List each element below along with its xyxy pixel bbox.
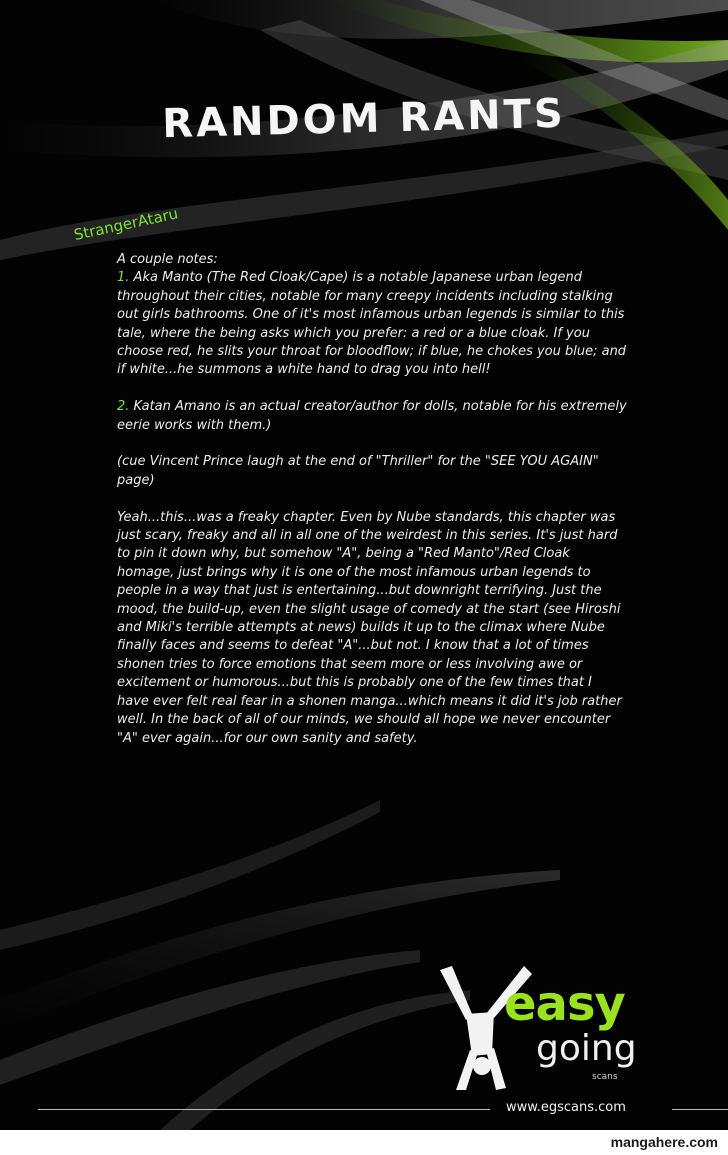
note-number-1: 1. [117, 270, 130, 286]
logo-going-text: going [536, 1028, 637, 1069]
cue-paragraph: (cue Vincent Prince laugh at the end of "Thriller" for the "SEE YOU AGAIN" page) [117, 454, 599, 488]
watermark-text: mangahere.com [610, 1134, 718, 1150]
rant-text-block [117, 251, 627, 766]
note-text-1: Aka Manto (The Red Cloak/Cape) is a notable Japanese urban legend throughout their cities, notable for many creepy incidents including stalking out girls bathrooms. One of it's most infamous urban legends is similar to this tale, where the being asks which you prefer: a red or a blue cloak. If you choose red, he slits your throat for bloodflow; if blue, he chokes you blue; and if white...he summons a white hand to drag you into hell! [117, 270, 627, 378]
notes-paragraph [117, 251, 627, 380]
logo-easy-text: easy [504, 976, 625, 1032]
body-paragraph: Yeah...this...was a freaky chapter. Even by Nube standards, this chapter was just scary, freaky and all in all one of the weirdest in this series. It's just hard to pin it down why, but somehow "A", being a "Red Manto"/Red Cloak homage, just brings why it is one of the most infamous urban legends to people in a way that just is entertaining...but downright terrifying. Just the mood, the build-up, even the slight usage of comedy at the start (see Hiroshi and Miki's terrible attempts at news) builds it up to the climax where Nube finally faces and seems to defeat "A"...but not. I know that a lot of times shonen tries to force emotions that seem more or less involving awe or excitement or humorous...but this is probably one of the few times that I have ever felt real fear in a shonen manga...which means it did it's job rather well. In the back of all of our minds, we should all hope we never encounter "A" ever again...for our own sanity and safety. [117, 509, 622, 746]
watermark-bar [0, 1130, 728, 1155]
note-text-2: Katan Amano is an actual creator/author for dolls, notable for his extremely eerie works with them.) [117, 399, 627, 433]
site-url: www.egscans.com [506, 1100, 626, 1115]
note-paragraph-2 [117, 398, 627, 435]
notes-intro: A couple notes: [117, 252, 218, 267]
footer-divider-right [672, 1109, 728, 1110]
note-number-2: 2. [117, 399, 130, 415]
author-name: StrangerAtaru [72, 204, 180, 244]
footer-divider-left [38, 1109, 490, 1110]
easy-going-scans-logo [432, 962, 662, 1097]
logo-scans-text: scans [592, 1072, 618, 1082]
page-title: RANDOM RANTS [161, 90, 567, 148]
